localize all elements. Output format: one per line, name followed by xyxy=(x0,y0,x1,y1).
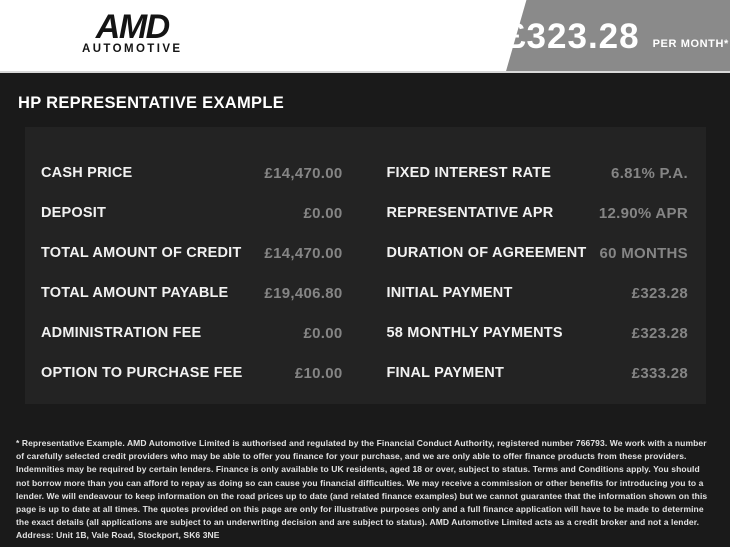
row-label: FIXED INTEREST RATE xyxy=(386,165,552,181)
row-value: £14,470.00 xyxy=(264,244,343,262)
row-label: TOTAL AMOUNT OF CREDIT xyxy=(41,245,242,261)
table-row-cash-price xyxy=(41,153,343,193)
table-row-final-payment xyxy=(387,353,689,393)
logo-name: AMD xyxy=(95,8,169,46)
legal-disclaimer-text: * Representative Example. AMD Automotive Limited is authorised and regulated by the Financial Conduct Authority, registered number 766793. We work with a number of carefully selected credit providers who may be able to offer you finance for your purchase, and we are only able to offer finance products from these providers. Indemnities may be required by certain lenders. Finance is only available to UK residents, aged 18 or over, subject to status. Terms and Conditions apply. You should not borrow more than you can afford to repay as doing so can cause you financial difficulties. We may receive a commission or other benefits for introducing you to a lender. We will endeavour to keep information on the road prices up to date (and related finance examples) but we cannot guarantee that the information shown on this page is up to date at all times. The quotes provided on this page are only for illustrative purposes only and a full finance application will have to be made to determine the exact details (all applications are subject to an underwriting decision and are subject to status). AMD Automotive Limited acts as a credit broker and not a lender. Address: Unit 1B, Vale Road, Stockport, SK6 3NE xyxy=(16,438,708,541)
monthly-price xyxy=(505,0,730,73)
section-title: HP REPRESENTATIVE EXAMPLE xyxy=(18,94,285,112)
table-row-total-amount-of-credit xyxy=(41,233,343,273)
amd-logo xyxy=(82,8,183,56)
row-value: £0.00 xyxy=(303,324,343,342)
row-label: CASH PRICE xyxy=(41,165,133,181)
table-row-deposit xyxy=(41,193,343,233)
table-row-total-amount-payable xyxy=(41,273,343,313)
finance-example-section xyxy=(0,73,730,543)
row-label: TOTAL AMOUNT PAYABLE xyxy=(41,285,229,301)
price-amount: £323.28 xyxy=(506,16,640,56)
row-value: £323.28 xyxy=(631,324,688,342)
row-value: £19,406.80 xyxy=(264,284,343,302)
row-value: 6.81% P.A. xyxy=(611,164,688,182)
finance-table-panel xyxy=(25,127,706,404)
row-label: ADMINISTRATION FEE xyxy=(41,325,202,341)
logo-tagline: AUTOMOTIVE xyxy=(82,43,183,55)
finance-table-left-column xyxy=(41,153,343,404)
row-label: INITIAL PAYMENT xyxy=(386,285,513,301)
row-value: 12.90% APR xyxy=(598,204,688,222)
row-value: £323.28 xyxy=(631,284,688,302)
table-row-initial-payment xyxy=(387,273,689,313)
row-value: £333.28 xyxy=(631,364,688,382)
header xyxy=(0,0,730,73)
row-value: £14,470.00 xyxy=(264,164,343,182)
row-label: OPTION TO PURCHASE FEE xyxy=(41,365,243,381)
table-row-option-to-purchase-fee xyxy=(41,353,343,393)
table-row-duration-of-agreement xyxy=(387,233,689,273)
row-label: 58 MONTHLY PAYMENTS xyxy=(386,325,563,341)
row-value: £10.00 xyxy=(294,364,343,382)
row-label: REPRESENTATIVE APR xyxy=(386,205,554,221)
table-row-administration-fee xyxy=(41,313,343,353)
row-label: DURATION OF AGREEMENT xyxy=(386,245,587,261)
row-label: DEPOSIT xyxy=(41,205,107,221)
table-row-fixed-interest-rate xyxy=(387,153,689,193)
row-value: £0.00 xyxy=(303,204,343,222)
table-row-representative-apr xyxy=(387,193,689,233)
price-per-month-label: PER MONTH* xyxy=(652,37,729,50)
finance-table-right-column xyxy=(387,153,689,404)
row-label: FINAL PAYMENT xyxy=(386,365,505,381)
row-value: 60 MONTHS xyxy=(599,244,688,262)
table-row-58-monthly-payments xyxy=(387,313,689,353)
